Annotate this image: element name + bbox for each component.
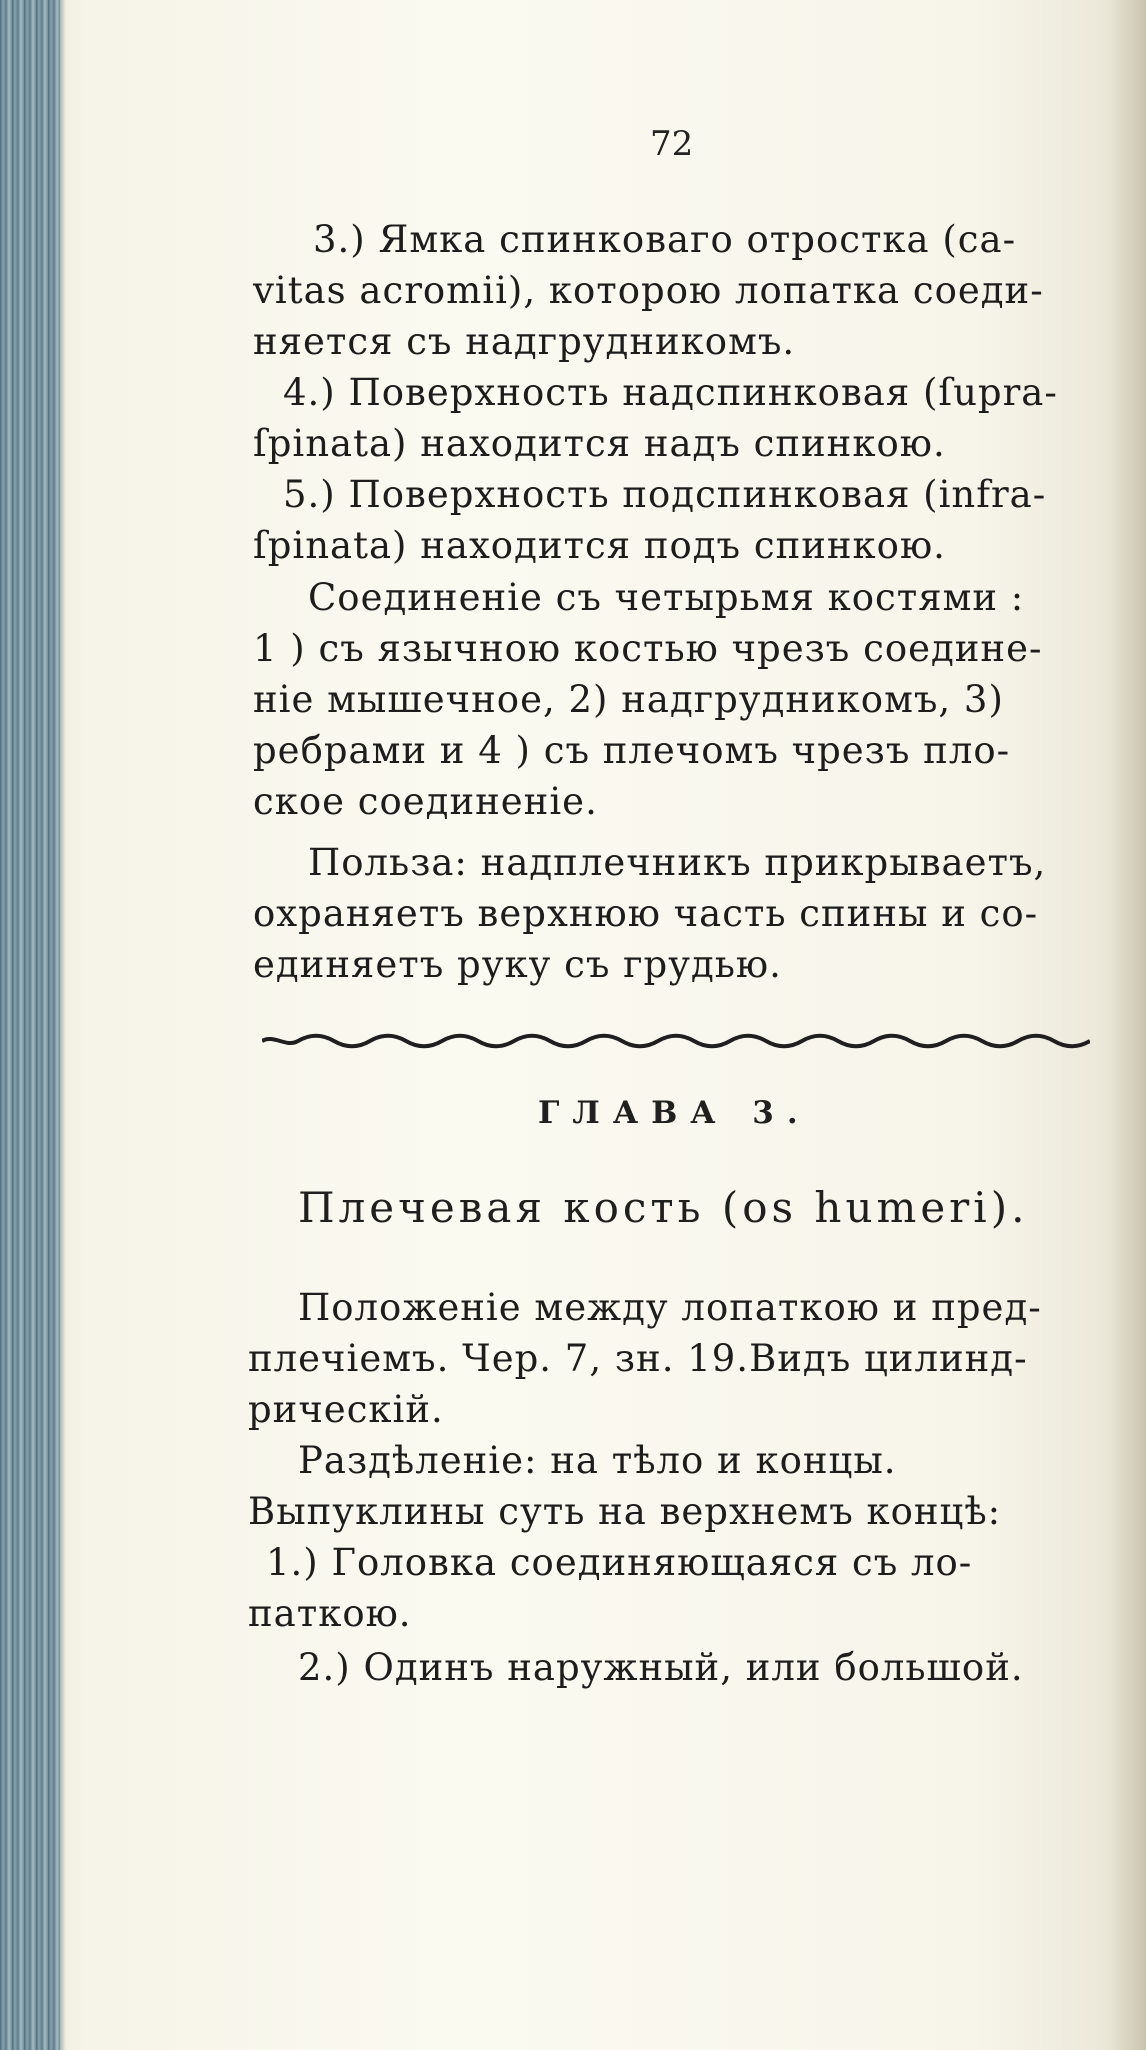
text-line: Выпуклины суть на верхнемъ концѣ: [248,1490,1002,1533]
text-line: ſpinata) находится подъ спинкою. [253,524,946,567]
text-line: 2.) Одинъ наружный, или большой. [298,1646,1024,1689]
text-line: плечіемъ. Чер. 7, зн. 19.Видъ цилинд- [248,1337,1028,1380]
text-line: няется съ надгрудникомъ. [253,320,796,363]
text-line: Раздѣленіе: на тѣло и концы. [298,1439,897,1482]
section-title: Плечевая кость (os humeri). [298,1183,1029,1232]
text-line: 5.) Поверхность подспинковая (infra- [283,473,1047,516]
text-line: рическій. [248,1388,444,1431]
text-line: vitas acromii), которою лопатка соеди- [253,269,1044,312]
text-line: 4.) Поверхность надспинковая (ſupra- [283,371,1058,414]
text-line: Польза: надплечникъ прикрываетъ, [308,841,1047,884]
text-line: 1 ) съ язычною костью чрезъ соедине- [253,627,1043,670]
chapter-heading: ГЛАВА 3. [538,1095,811,1131]
ornamental-divider [262,1032,1090,1050]
text-line: паткою. [248,1592,412,1635]
text-line: ребрами и 4 ) съ плечомъ чрезъ пло- [253,729,1011,772]
text-line: ſpinata) находится надъ спинкою. [253,422,946,465]
text-line: 1.) Головка соединяющаяся съ ло- [266,1541,973,1584]
text-line: единяетъ руку съ грудью. [253,943,782,986]
text-line: охраняетъ верхнюю часть спины и со- [253,892,1039,935]
text-line: Положеніе между лопаткою и пред- [298,1286,1042,1329]
text-line: ское соединеніе. [253,780,598,823]
text-line: Соединеніе съ четырьмя костями : [308,576,1025,619]
page-number: 72 [650,124,694,164]
book-spine-edge [0,0,60,2050]
text-line: ніе мышечное, 2) надгрудникомъ, 3) [253,678,1004,721]
page-edge-shadow [1112,0,1146,2050]
text-line: 3.) Ямка спинковаго отростка (ca- [313,218,1017,261]
